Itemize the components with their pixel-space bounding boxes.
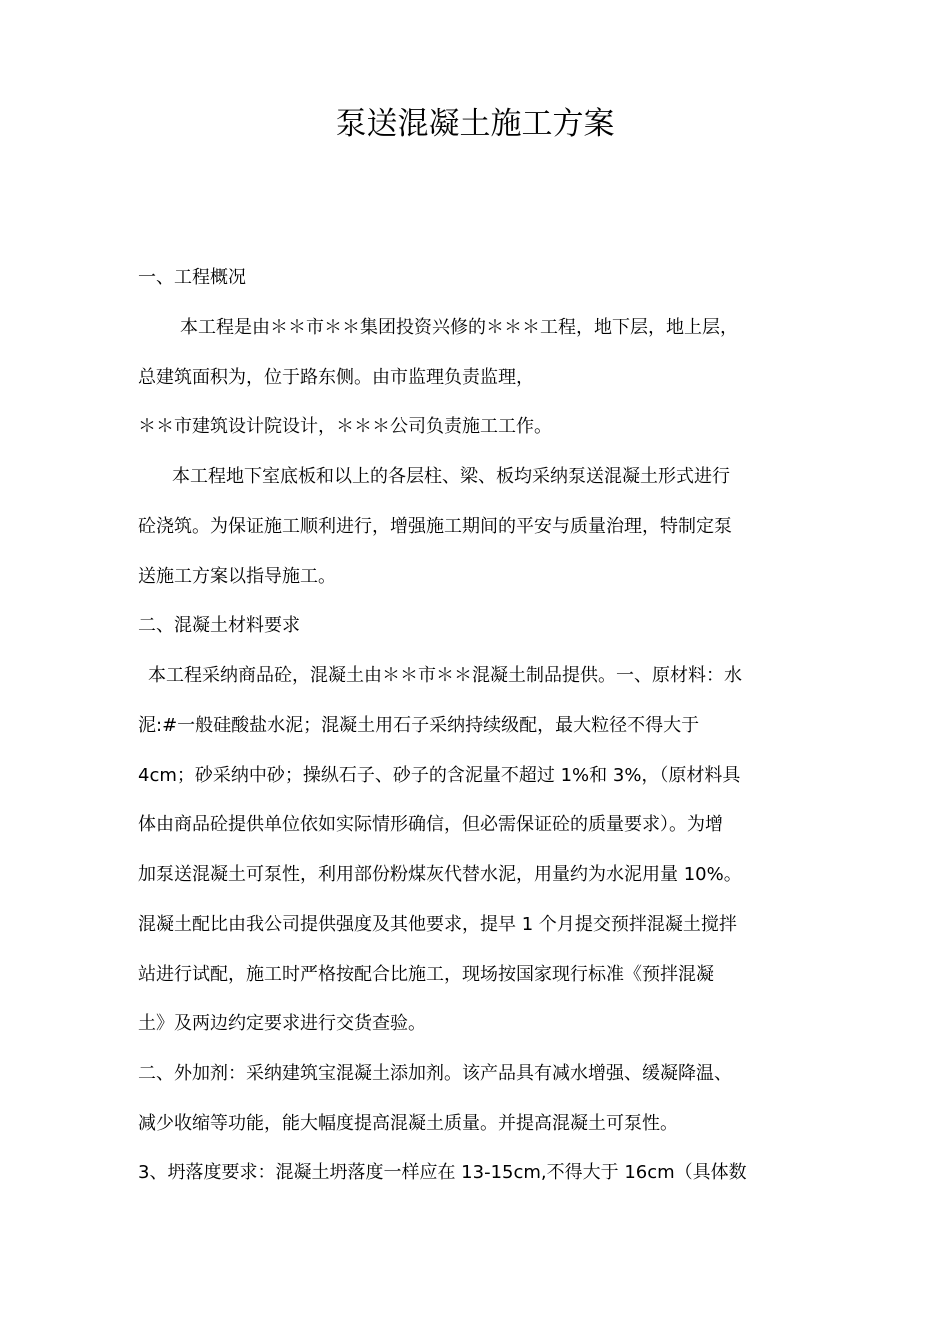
paragraph-line: 体由商品砼提供单位依如实际情形确信，但必需保证砼的质量要求）。为增 — [138, 814, 723, 835]
paragraph-line: 总建筑面积为，位于路东侧。由市监理负责监理， — [138, 367, 534, 388]
paragraph-line: 本工程地下室底板和以上的各层柱、梁、板均采纳泵送混凝土形式进行 — [172, 466, 730, 487]
section-heading-materials: 二、混凝土材料要求 — [138, 615, 300, 636]
paragraph-line: 送施工方案以指导施工。 — [138, 566, 336, 587]
section-heading-overview: 一、工程概况 — [138, 267, 246, 288]
paragraph-line: 加泵送混凝土可泵性，利用部份粉煤灰代替水泥，用量约为水泥用量 10%。 — [138, 864, 742, 885]
paragraph-line: 砼浇筑。为保证施工顺利进行，增强施工期间的平安与质量治理，特制定泵 — [138, 516, 732, 537]
paragraph-line: 站进行试配，施工时严格按配合比施工，现场按国家现行标准《预拌混凝 — [138, 964, 714, 985]
paragraph-line: ＊＊市建筑设计院设计，＊＊＊公司负责施工工作。 — [138, 416, 552, 437]
paragraph-line: 二、外加剂：采纳建筑宝混凝土添加剂。该产品具有减水增强、缓凝降温、 — [138, 1063, 732, 1084]
paragraph-line: 本工程采纳商品砼，混凝土由＊＊市＊＊混凝土制品提供。一、原材料：水 — [148, 665, 742, 686]
paragraph-line: 4cm；砂采纳中砂；操纵石子、砂子的含泥量不超过 1%和 3%，（原材料具 — [138, 765, 741, 786]
paragraph-line: 混凝土配比由我公司提供强度及其他要求，提早 1 个月提交预拌混凝土搅拌 — [138, 914, 737, 935]
document-title: 泵送混凝土施工方案 — [335, 106, 615, 142]
paragraph-line: 土》及两边约定要求进行交货查验。 — [138, 1013, 426, 1034]
paragraph-line: 泥:#一般硅酸盐水泥；混凝土用石子采纳持续级配，最大粒径不得大于 — [138, 715, 700, 736]
paragraph-line: 本工程是由＊＊市＊＊集团投资兴修的＊＊＊工程，地下层，地上层， — [180, 317, 738, 338]
paragraph-line: 减少收缩等功能，能大幅度提高混凝土质量。并提高混凝土可泵性。 — [138, 1113, 678, 1134]
paragraph-line: 3、坍落度要求：混凝土坍落度一样应在 13-15cm,不得大于 16cm（具体数 — [138, 1162, 747, 1183]
